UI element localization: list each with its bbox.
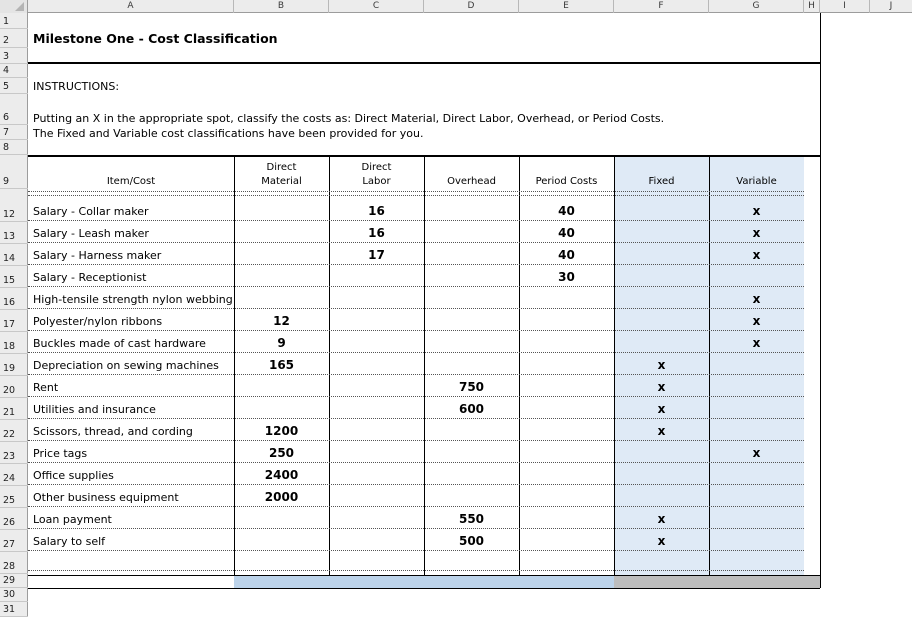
footer-band-gray: [614, 575, 820, 588]
fixed-cell[interactable]: x: [657, 512, 666, 526]
item-cost-cell[interactable]: Loan payment: [33, 513, 112, 526]
item-cost-cell[interactable]: Salary - Harness maker: [33, 249, 162, 262]
oh-cell[interactable]: 750: [458, 380, 485, 394]
variable-cell[interactable]: x: [752, 314, 761, 328]
column-header-h[interactable]: H: [804, 0, 820, 13]
row-header[interactable]: 15: [0, 266, 28, 288]
row-separator: [28, 396, 804, 397]
instruction-line-2: The Fixed and Variable cost classifications have been provided for you.: [33, 127, 424, 140]
dm-cell[interactable]: 250: [268, 446, 295, 460]
oh-cell[interactable]: 500: [458, 534, 485, 548]
variable-cell[interactable]: x: [752, 292, 761, 306]
header-direct-labor-1: Direct: [361, 162, 392, 173]
fixed-cell[interactable]: x: [657, 424, 666, 438]
pc-cell[interactable]: 40: [558, 226, 575, 240]
row-header[interactable]: 30: [0, 588, 28, 602]
row-separator: [28, 308, 804, 309]
item-cost-cell[interactable]: Rent: [33, 381, 59, 394]
variable-cell[interactable]: x: [752, 446, 761, 460]
column-header-c[interactable]: C: [329, 0, 424, 13]
row-header[interactable]: 31: [0, 602, 28, 617]
row-header[interactable]: 29: [0, 574, 28, 588]
row-separator: [28, 484, 804, 485]
row-separator: [28, 352, 804, 353]
variable-cell[interactable]: x: [752, 204, 761, 218]
row-header[interactable]: 17: [0, 310, 28, 332]
footer-bottom-border: [28, 588, 820, 589]
row-header[interactable]: 5: [0, 78, 28, 94]
footer-band-blue: [234, 575, 614, 588]
row-header[interactable]: 25: [0, 486, 28, 508]
column-header-f[interactable]: F: [614, 0, 709, 13]
item-cost-cell[interactable]: Polyester/nylon ribbons: [33, 315, 163, 328]
dm-cell[interactable]: 2400: [264, 468, 299, 482]
row-header[interactable]: 20: [0, 376, 28, 398]
row-header[interactable]: 2: [0, 29, 28, 48]
item-cost-cell[interactable]: Utilities and insurance: [33, 403, 156, 416]
sheet-right-border: [820, 13, 821, 588]
dm-cell[interactable]: 12: [273, 314, 290, 328]
column-header-bar: [0, 0, 912, 13]
header-variable: Variable: [736, 176, 777, 187]
pc-cell[interactable]: 40: [558, 248, 575, 262]
item-cost-cell[interactable]: Depreciation on sewing machines: [33, 359, 219, 372]
item-cost-cell[interactable]: Salary to self: [33, 535, 106, 548]
header-bottom-dotted-2: [28, 195, 804, 196]
row-header[interactable]: 24: [0, 464, 28, 486]
column-header-g[interactable]: G: [709, 0, 804, 13]
row-header[interactable]: 7: [0, 125, 28, 140]
oh-cell[interactable]: 550: [458, 512, 485, 526]
dl-cell[interactable]: 16: [368, 204, 385, 218]
row-separator: [28, 330, 804, 331]
row-header[interactable]: 27: [0, 530, 28, 552]
row-header[interactable]: 26: [0, 508, 28, 530]
row-separator: [28, 570, 804, 571]
variable-column-shade: [710, 156, 804, 576]
row-header[interactable]: 14: [0, 244, 28, 266]
column-header-i[interactable]: I: [820, 0, 870, 13]
row-header[interactable]: 18: [0, 332, 28, 354]
row-separator: [28, 418, 804, 419]
select-all-triangle-icon: [15, 2, 24, 11]
instruction-line-1: Putting an X in the appropriate spot, classify the costs as: Direct Material, Direct Labor, Overhead, or Period Costs.: [33, 112, 665, 125]
row-header[interactable]: 22: [0, 420, 28, 442]
fixed-cell[interactable]: x: [657, 358, 666, 372]
row-header[interactable]: 1: [0, 13, 28, 29]
row-header[interactable]: 4: [0, 64, 28, 78]
item-cost-cell[interactable]: Salary - Leash maker: [33, 227, 149, 240]
dl-cell[interactable]: 16: [368, 226, 385, 240]
row-header[interactable]: 16: [0, 288, 28, 310]
variable-cell[interactable]: x: [752, 226, 761, 240]
column-header-e[interactable]: E: [519, 0, 614, 13]
page-title: Milestone One - Cost Classification: [33, 31, 278, 46]
row-separator: [28, 242, 804, 243]
footer-top-border: [28, 575, 820, 576]
item-cost-cell[interactable]: Buckles made of cast hardware: [33, 337, 206, 350]
item-cost-cell[interactable]: Scissors, thread, and cording: [33, 425, 193, 438]
pc-cell[interactable]: 40: [558, 204, 575, 218]
item-cost-cell[interactable]: Price tags: [33, 447, 88, 460]
row-header[interactable]: 23: [0, 442, 28, 464]
row-header[interactable]: 21: [0, 398, 28, 420]
dm-cell[interactable]: 165: [268, 358, 295, 372]
fixed-cell[interactable]: x: [657, 402, 666, 416]
header-direct-material-1: Direct: [266, 162, 297, 173]
oh-cell[interactable]: 600: [458, 402, 485, 416]
item-cost-cell[interactable]: Other business equipment: [33, 491, 179, 504]
row-header[interactable]: 12: [0, 200, 28, 222]
row-separator: [28, 440, 804, 441]
header-item-cost: Item/Cost: [106, 176, 156, 187]
variable-cell[interactable]: x: [752, 336, 761, 350]
row-separator: [28, 528, 804, 529]
column-header-j[interactable]: J: [889, 1, 893, 11]
header-period-costs: Period Costs: [535, 176, 598, 187]
row-header-bar: [0, 13, 28, 617]
column-header-a[interactable]: A: [28, 0, 234, 13]
fixed-cell[interactable]: x: [657, 534, 666, 548]
row-header[interactable]: 28: [0, 552, 28, 574]
row-separator: [28, 374, 804, 375]
dm-cell[interactable]: 1200: [264, 424, 299, 438]
variable-cell[interactable]: x: [752, 248, 761, 262]
fixed-cell[interactable]: x: [657, 380, 666, 394]
row-header[interactable]: 19: [0, 354, 28, 376]
instructions-label: INSTRUCTIONS:: [33, 80, 120, 93]
header-fixed: Fixed: [648, 176, 675, 187]
dm-cell[interactable]: 2000: [264, 490, 299, 504]
row-separator: [28, 462, 804, 463]
row-header[interactable]: 6: [0, 94, 28, 125]
row-separator: [28, 506, 804, 507]
header-bottom-dotted: [28, 191, 804, 192]
header-direct-labor-2: Labor: [362, 176, 391, 187]
select-all-corner[interactable]: [0, 0, 28, 13]
item-cost-cell[interactable]: Salary - Collar maker: [33, 205, 149, 218]
item-cost-cell[interactable]: Office supplies: [33, 469, 114, 482]
item-cost-cell[interactable]: High-tensile strength nylon webbing: [33, 293, 233, 306]
row-header[interactable]: 8: [0, 140, 28, 155]
item-cost-cell[interactable]: Salary - Receptionist: [33, 271, 147, 284]
row-separator: [28, 220, 804, 221]
column-header-d[interactable]: D: [424, 0, 519, 13]
pc-cell[interactable]: 30: [558, 270, 575, 284]
dl-cell[interactable]: 17: [368, 248, 385, 262]
title-divider: [28, 62, 820, 64]
row-header[interactable]: 13: [0, 222, 28, 244]
row-separator: [28, 264, 804, 265]
row-separator: [28, 550, 804, 551]
header-direct-material-2: Material: [261, 176, 302, 187]
row-header[interactable]: 9: [0, 155, 28, 189]
header-overhead: Overhead: [447, 176, 496, 187]
row-separator: [28, 286, 804, 287]
column-header-b[interactable]: B: [234, 0, 329, 13]
dm-cell[interactable]: 9: [277, 336, 286, 350]
row-header[interactable]: 3: [0, 48, 28, 64]
